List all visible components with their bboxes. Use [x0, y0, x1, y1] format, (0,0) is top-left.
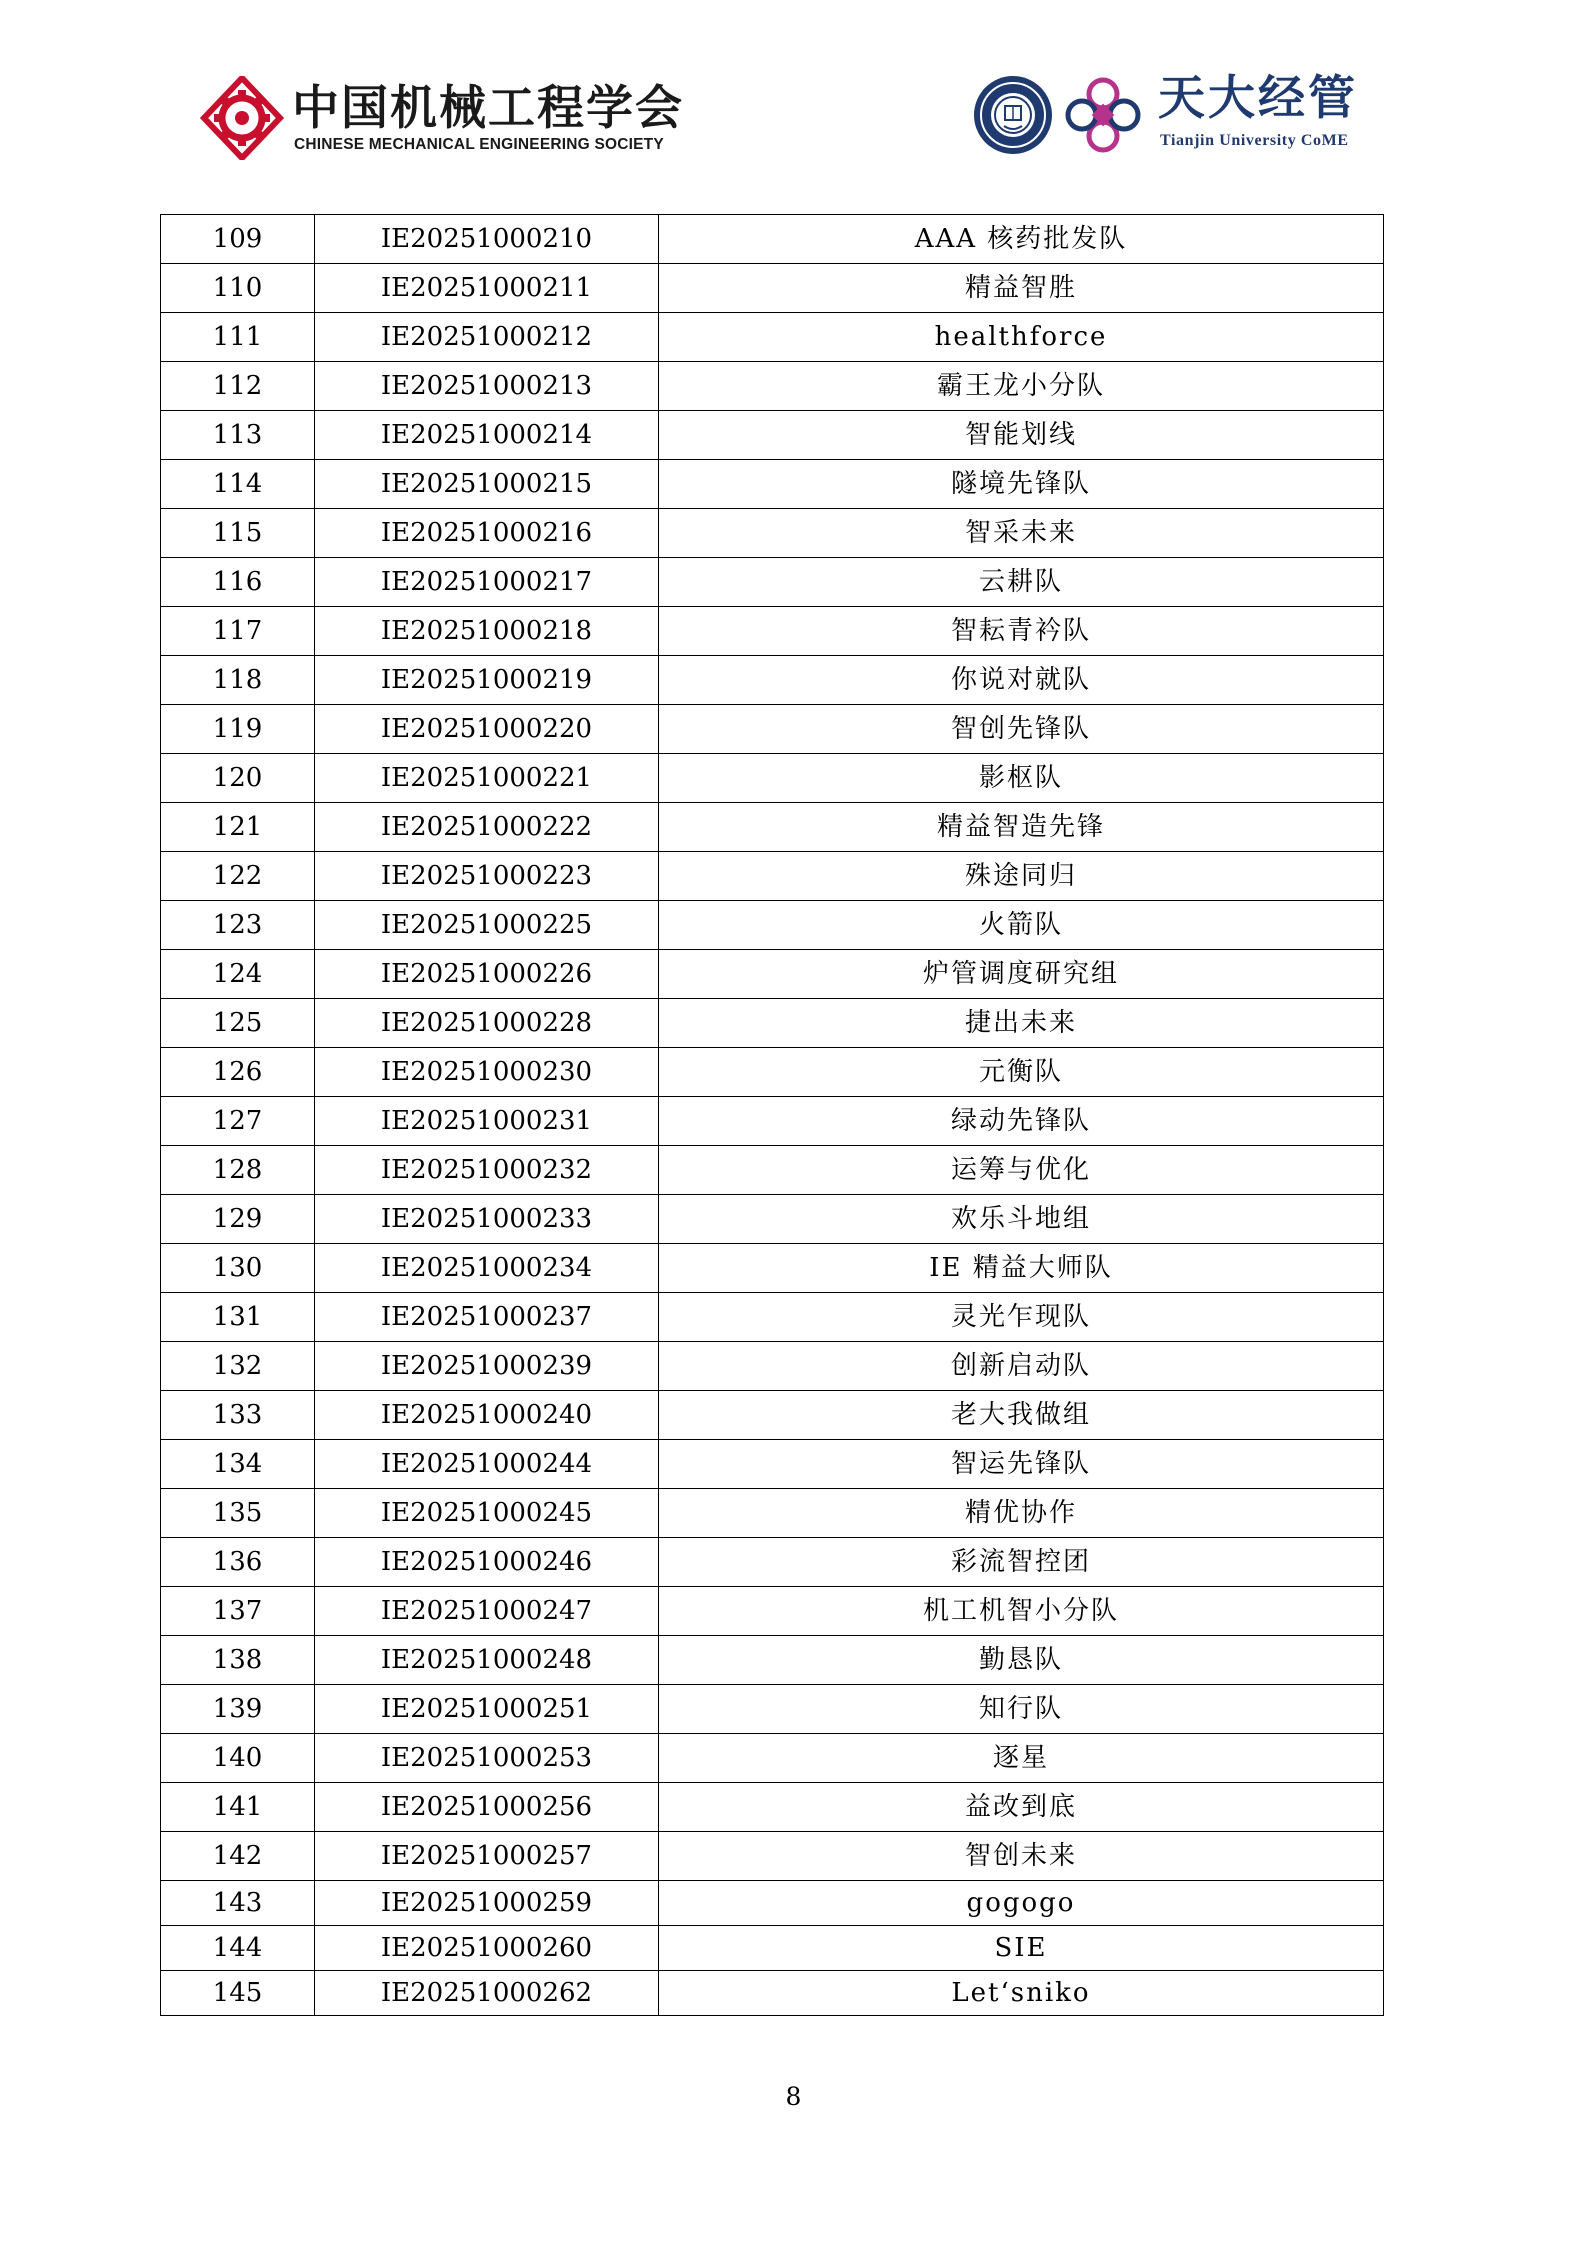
tju-come-logo — [972, 70, 1392, 160]
registration-id-cell: IE20251000222 — [315, 803, 659, 852]
registration-id-cell: IE20251000217 — [315, 558, 659, 607]
team-name-cell: 彩流智控团 — [659, 1538, 1384, 1587]
university-seal-icon — [972, 74, 1054, 156]
table-row — [161, 1734, 1384, 1783]
registration-id-cell: IE20251000219 — [315, 656, 659, 705]
registration-id-cell: IE20251000230 — [315, 1048, 659, 1097]
row-number-cell: 130 — [161, 1244, 315, 1293]
row-number-cell: 129 — [161, 1195, 315, 1244]
team-name-cell: 你说对就队 — [659, 656, 1384, 705]
table-row — [161, 999, 1384, 1048]
team-name-cell: healthforce — [659, 313, 1384, 362]
team-name-cell: 霸王龙小分队 — [659, 362, 1384, 411]
team-name-cell: 智运先锋队 — [659, 1440, 1384, 1489]
registration-id-cell: IE20251000215 — [315, 460, 659, 509]
table-row — [161, 1881, 1384, 1926]
tju-name-en: Tianjin University CoME — [1160, 132, 1349, 149]
registration-id-cell: IE20251000233 — [315, 1195, 659, 1244]
team-name-cell: 知行队 — [659, 1685, 1384, 1734]
table-row — [161, 264, 1384, 313]
team-name-cell: 捷出未来 — [659, 999, 1384, 1048]
team-name-cell: 智采未来 — [659, 509, 1384, 558]
row-number-cell: 112 — [161, 362, 315, 411]
table-row — [161, 1244, 1384, 1293]
registration-id-cell: IE20251000223 — [315, 852, 659, 901]
table-row — [161, 1926, 1384, 1971]
row-number-cell: 132 — [161, 1342, 315, 1391]
row-number-cell: 125 — [161, 999, 315, 1048]
table-row — [161, 1489, 1384, 1538]
registration-id-cell: IE20251000218 — [315, 607, 659, 656]
table-row — [161, 313, 1384, 362]
team-name-cell: 智能划线 — [659, 411, 1384, 460]
team-name-cell: 老大我做组 — [659, 1391, 1384, 1440]
table-row — [161, 1685, 1384, 1734]
row-number-cell: 131 — [161, 1293, 315, 1342]
team-name-cell: 机工机智小分队 — [659, 1587, 1384, 1636]
table-body — [161, 215, 1384, 2016]
page-header — [0, 0, 1587, 190]
page-number: 8 — [785, 2082, 802, 2111]
row-number-cell: 114 — [161, 460, 315, 509]
table-row — [161, 1587, 1384, 1636]
row-number-cell: 138 — [161, 1636, 315, 1685]
registration-id-cell: IE20251000248 — [315, 1636, 659, 1685]
registration-id-cell: IE20251000245 — [315, 1489, 659, 1538]
row-number-cell: 126 — [161, 1048, 315, 1097]
registration-id-cell: IE20251000257 — [315, 1832, 659, 1881]
table-row — [161, 1293, 1384, 1342]
row-number-cell: 134 — [161, 1440, 315, 1489]
registration-id-cell: IE20251000210 — [315, 215, 659, 264]
row-number-cell: 122 — [161, 852, 315, 901]
cmes-name-cn: 中国机械工程学会 — [292, 81, 684, 136]
team-name-cell: 炉管调度研究组 — [659, 950, 1384, 999]
table-row — [161, 1538, 1384, 1587]
row-number-cell: 120 — [161, 754, 315, 803]
table-row — [161, 1097, 1384, 1146]
tju-name-cn: 天大经管 — [1158, 71, 1358, 126]
row-number-cell: 143 — [161, 1881, 315, 1926]
row-number-cell: 119 — [161, 705, 315, 754]
table-row — [161, 1636, 1384, 1685]
registration-id-cell: IE20251000220 — [315, 705, 659, 754]
table-row — [161, 656, 1384, 705]
registration-id-cell: IE20251000225 — [315, 901, 659, 950]
table-row — [161, 950, 1384, 999]
team-name-cell: 智创先锋队 — [659, 705, 1384, 754]
team-name-cell: 勤恳队 — [659, 1636, 1384, 1685]
team-name-cell: 精优协作 — [659, 1489, 1384, 1538]
table-row — [161, 803, 1384, 852]
row-number-cell: 145 — [161, 1971, 315, 2016]
registration-id-cell: IE20251000228 — [315, 999, 659, 1048]
registration-id-cell: IE20251000216 — [315, 509, 659, 558]
row-number-cell: 115 — [161, 509, 315, 558]
row-number-cell: 137 — [161, 1587, 315, 1636]
registration-id-cell: IE20251000260 — [315, 1926, 659, 1971]
table-row — [161, 1391, 1384, 1440]
row-number-cell: 118 — [161, 656, 315, 705]
row-number-cell: 116 — [161, 558, 315, 607]
table-row — [161, 1342, 1384, 1391]
team-name-cell: 精益智造先锋 — [659, 803, 1384, 852]
row-number-cell: 109 — [161, 215, 315, 264]
row-number-cell: 139 — [161, 1685, 315, 1734]
row-number-cell: 136 — [161, 1538, 315, 1587]
row-number-cell: 135 — [161, 1489, 315, 1538]
table-row — [161, 1971, 1384, 2016]
registration-id-cell: IE20251000231 — [315, 1097, 659, 1146]
registration-id-cell: IE20251000247 — [315, 1587, 659, 1636]
registration-id-cell: IE20251000239 — [315, 1342, 659, 1391]
registration-id-cell: IE20251000214 — [315, 411, 659, 460]
registration-id-cell: IE20251000213 — [315, 362, 659, 411]
table-row — [161, 558, 1384, 607]
table-row — [161, 607, 1384, 656]
table-row — [161, 901, 1384, 950]
registration-id-cell: IE20251000253 — [315, 1734, 659, 1783]
registration-id-cell: IE20251000211 — [315, 264, 659, 313]
table-row — [161, 411, 1384, 460]
team-name-cell: AAA 核药批发队 — [659, 215, 1384, 264]
table-row — [161, 1440, 1384, 1489]
gear-emblem-icon — [200, 76, 284, 160]
row-number-cell: 124 — [161, 950, 315, 999]
registration-id-cell: IE20251000240 — [315, 1391, 659, 1440]
table-row — [161, 509, 1384, 558]
row-number-cell: 123 — [161, 901, 315, 950]
table-row — [161, 460, 1384, 509]
cmes-name-en: CHINESE MECHANICAL ENGINEERING SOCIETY — [294, 136, 664, 153]
registration-id-cell: IE20251000262 — [315, 1971, 659, 2016]
team-name-cell: 益改到底 — [659, 1783, 1384, 1832]
team-name-cell: IE 精益大师队 — [659, 1244, 1384, 1293]
table-row — [161, 1048, 1384, 1097]
table-row — [161, 1146, 1384, 1195]
team-name-cell: 欢乐斗地组 — [659, 1195, 1384, 1244]
registration-id-cell: IE20251000221 — [315, 754, 659, 803]
row-number-cell: 117 — [161, 607, 315, 656]
team-name-cell: 火箭队 — [659, 901, 1384, 950]
table-row — [161, 1195, 1384, 1244]
row-number-cell: 142 — [161, 1832, 315, 1881]
team-name-cell: 绿动先锋队 — [659, 1097, 1384, 1146]
registration-id-cell: IE20251000212 — [315, 313, 659, 362]
registration-id-cell: IE20251000244 — [315, 1440, 659, 1489]
table-row — [161, 1832, 1384, 1881]
team-name-cell: gogogo — [659, 1881, 1384, 1926]
table-row — [161, 215, 1384, 264]
registration-id-cell: IE20251000259 — [315, 1881, 659, 1926]
team-name-cell: 运筹与优化 — [659, 1146, 1384, 1195]
row-number-cell: 121 — [161, 803, 315, 852]
registration-id-cell: IE20251000226 — [315, 950, 659, 999]
registration-id-cell: IE20251000232 — [315, 1146, 659, 1195]
team-name-cell: 智耘青衿队 — [659, 607, 1384, 656]
team-name-cell: 影枢队 — [659, 754, 1384, 803]
registration-id-cell: IE20251000234 — [315, 1244, 659, 1293]
row-number-cell: 111 — [161, 313, 315, 362]
table-row — [161, 1783, 1384, 1832]
row-number-cell: 144 — [161, 1926, 315, 1971]
table-row — [161, 754, 1384, 803]
registration-id-cell: IE20251000256 — [315, 1783, 659, 1832]
registration-id-cell: IE20251000237 — [315, 1293, 659, 1342]
team-name-cell: SIE — [659, 1926, 1384, 1971]
row-number-cell: 110 — [161, 264, 315, 313]
table-row — [161, 362, 1384, 411]
cmes-logo — [200, 72, 684, 162]
table-row — [161, 705, 1384, 754]
registration-id-cell: IE20251000251 — [315, 1685, 659, 1734]
team-name-cell: 逐星 — [659, 1734, 1384, 1783]
row-number-cell: 133 — [161, 1391, 315, 1440]
team-name-cell: Let‘sniko — [659, 1971, 1384, 2016]
registration-id-cell: IE20251000246 — [315, 1538, 659, 1587]
team-name-cell: 殊途同归 — [659, 852, 1384, 901]
team-name-cell: 灵光乍现队 — [659, 1293, 1384, 1342]
team-name-cell: 创新启动队 — [659, 1342, 1384, 1391]
row-number-cell: 127 — [161, 1097, 315, 1146]
team-name-cell: 元衡队 — [659, 1048, 1384, 1097]
team-name-cell: 智创未来 — [659, 1832, 1384, 1881]
flower-emblem-icon — [1062, 74, 1144, 156]
team-list-table — [160, 214, 1382, 2016]
table-row — [161, 852, 1384, 901]
row-number-cell: 140 — [161, 1734, 315, 1783]
row-number-cell: 128 — [161, 1146, 315, 1195]
row-number-cell: 141 — [161, 1783, 315, 1832]
team-name-cell: 云耕队 — [659, 558, 1384, 607]
team-name-cell: 精益智胜 — [659, 264, 1384, 313]
row-number-cell: 113 — [161, 411, 315, 460]
team-name-cell: 隧境先锋队 — [659, 460, 1384, 509]
